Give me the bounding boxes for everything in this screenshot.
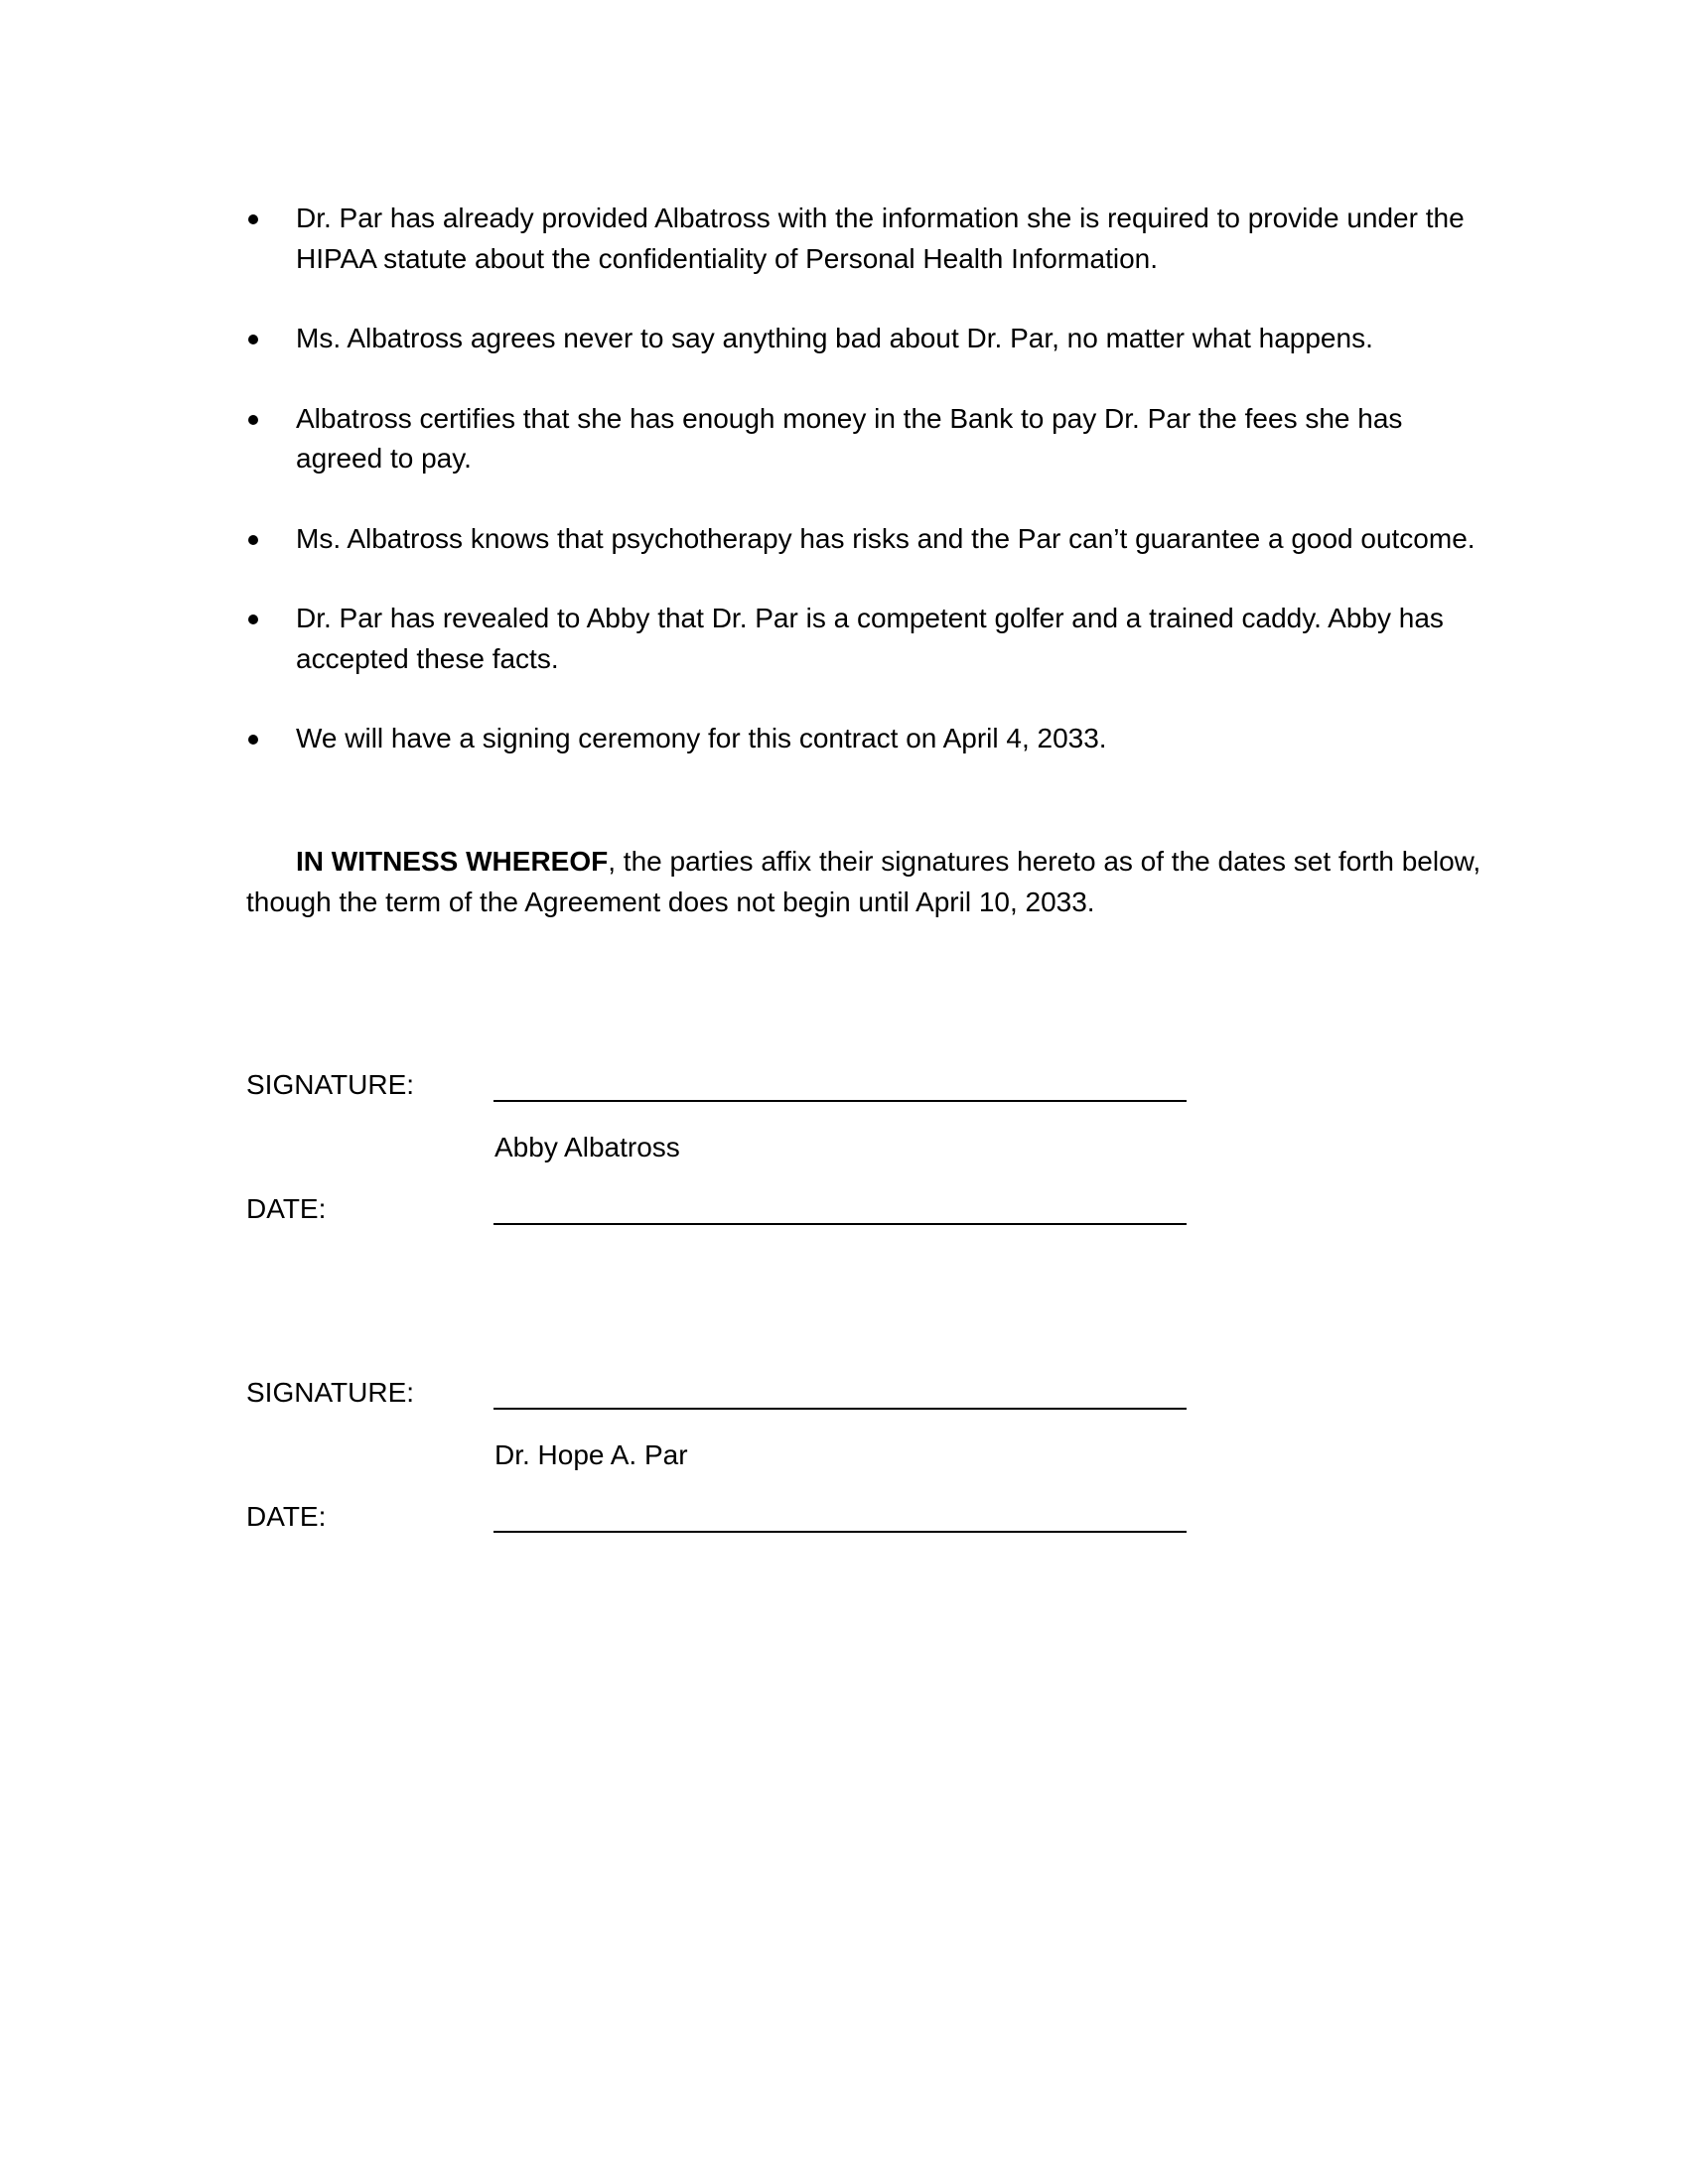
bullet-dot-icon xyxy=(248,335,258,344)
bullet-text: Dr. Par has revealed to Abby that Dr. Par is a competent golfer and a trained caddy. Abby has accepted these facts. xyxy=(296,603,1444,674)
signature-line-1[interactable] xyxy=(493,1100,1187,1102)
bullet-item-non-disparagement xyxy=(246,319,1487,359)
bullet-item-funds xyxy=(246,399,1487,479)
date-line-1[interactable] xyxy=(493,1223,1187,1225)
bullet-item-golfer xyxy=(246,599,1487,679)
bullet-text: Ms. Albatross knows that psychotherapy has risks and the Par can’t guarantee a good outcome. xyxy=(296,522,1476,554)
bullet-dot-icon xyxy=(248,735,258,745)
witness-paragraph xyxy=(246,842,1487,922)
bullet-text: Dr. Par has already provided Albatross with the information she is required to provide under the HIPAA statute about the confidentiality of Personal Health Information. xyxy=(296,203,1465,274)
signature-label-1: SIGNATURE: xyxy=(246,1069,415,1100)
bullet-dot-icon xyxy=(248,614,258,624)
signer-name-2: Dr. Hope A. Par xyxy=(494,1439,688,1470)
bullet-text: We will have a signing ceremony for this contract on April 4, 2033. xyxy=(296,723,1107,753)
bullet-item-hipaa xyxy=(246,199,1487,279)
bullet-dot-icon xyxy=(248,415,258,425)
bullet-item-risks xyxy=(246,519,1487,560)
signature-line-2[interactable] xyxy=(493,1408,1187,1410)
bullet-dot-icon xyxy=(248,214,258,224)
terms-bullet-list xyxy=(246,199,1487,799)
date-label-2: DATE: xyxy=(246,1501,327,1532)
witness-lead: IN WITNESS WHEREOF xyxy=(296,846,609,877)
witness-text: , the parties affix their signatures hereto as of the dates set forth below, though the term of the Agreement does not begin until April 10, 2033. xyxy=(246,846,1481,917)
bullet-text: Albatross certifies that she has enough money in the Bank to pay Dr. Par the fees she has agreed to pay. xyxy=(296,402,1403,474)
signature-label-2: SIGNATURE: xyxy=(246,1377,415,1408)
bullet-item-ceremony xyxy=(246,719,1487,759)
date-label-1: DATE: xyxy=(246,1193,327,1224)
signer-name-1: Abby Albatross xyxy=(494,1132,680,1162)
bullet-dot-icon xyxy=(248,535,258,545)
bullet-text: Ms. Albatross agrees never to say anything bad about Dr. Par, no matter what happens. xyxy=(296,323,1373,353)
date-line-2[interactable] xyxy=(493,1531,1187,1533)
